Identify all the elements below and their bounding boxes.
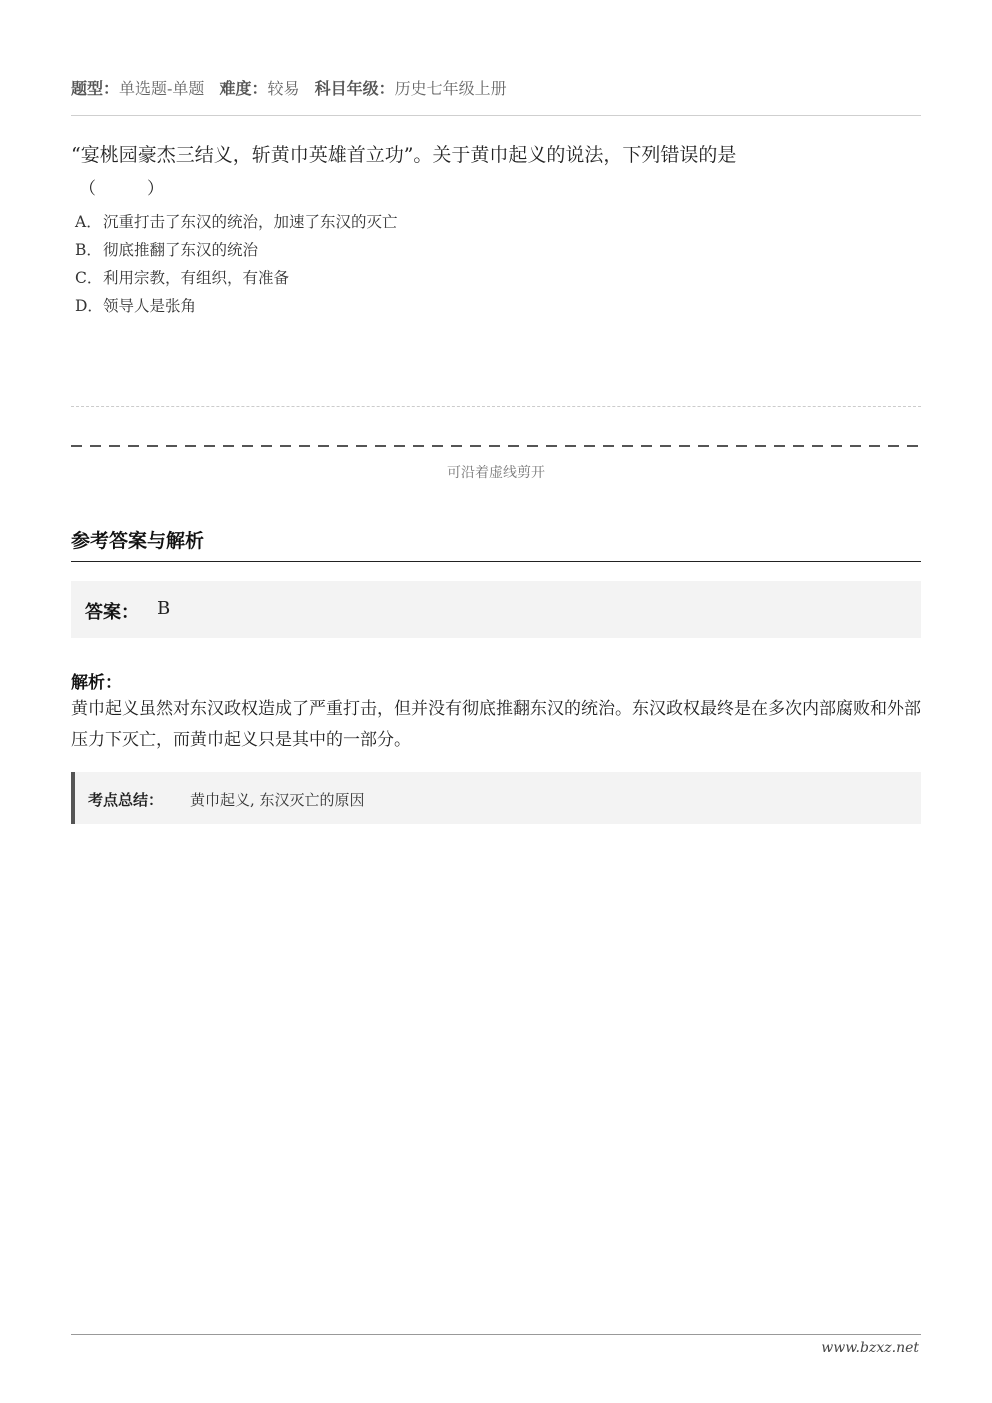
subject-label: 科目年级：	[314, 79, 395, 98]
option-key: C．	[75, 269, 103, 287]
difficulty-label: 难度：	[219, 79, 268, 98]
option-d	[75, 292, 915, 320]
option-text: 彻底推翻了东汉的统治	[103, 241, 259, 259]
option-text: 沉重打击了东汉的统治，加速了东汉的灭亡	[103, 213, 398, 231]
explanation-label: 解析：	[71, 673, 122, 693]
option-text: 利用宗教，有组织，有准备	[103, 269, 290, 287]
answer-value: B	[157, 598, 171, 619]
footer-site: www.bzxz.net	[821, 1340, 919, 1356]
question-stem: “宴桃园豪杰三结义，斩黄巾英雄首立功”。关于黄巾起义的说法，下列错误的是	[71, 144, 737, 166]
subject-value: 历史七年级上册	[394, 79, 507, 98]
key-points-value: 黄巾起义, 东汉灭亡的原因	[190, 791, 365, 809]
answer-title-divider	[71, 561, 921, 562]
answer-label: 答案：	[85, 602, 139, 623]
options-list	[75, 208, 915, 320]
top-divider	[71, 115, 921, 116]
option-key: D．	[75, 297, 103, 315]
key-points-box	[71, 772, 921, 824]
option-key: A．	[75, 213, 102, 231]
cut-line-label: 可沿着虚线剪开	[447, 465, 545, 481]
key-points-label: 考点总结：	[88, 791, 164, 809]
explanation-text: 黄巾起义虽然对东汉政权造成了严重打击，但并没有彻底推翻东汉的统治。东汉政权最终是在多次内部腐败和外部压力下灭亡，而黄巾起义只是其中的一部分。	[71, 699, 921, 750]
option-key: B．	[75, 241, 102, 259]
option-a	[75, 208, 915, 236]
type-value: 单选题-单题	[119, 79, 205, 98]
option-text: 领导人是张角	[103, 297, 197, 315]
question-meta	[71, 78, 921, 100]
cut-line	[71, 445, 921, 447]
difficulty-value: 较易	[267, 79, 300, 98]
answer-section-title: 参考答案与解析	[71, 530, 205, 552]
footer-divider	[71, 1334, 921, 1335]
answer-box	[71, 581, 921, 638]
answer-blank: （ ）	[79, 179, 164, 199]
light-dashed-divider	[71, 406, 921, 407]
type-label: 题型：	[71, 79, 120, 98]
option-c	[75, 264, 915, 292]
option-b	[75, 236, 915, 264]
